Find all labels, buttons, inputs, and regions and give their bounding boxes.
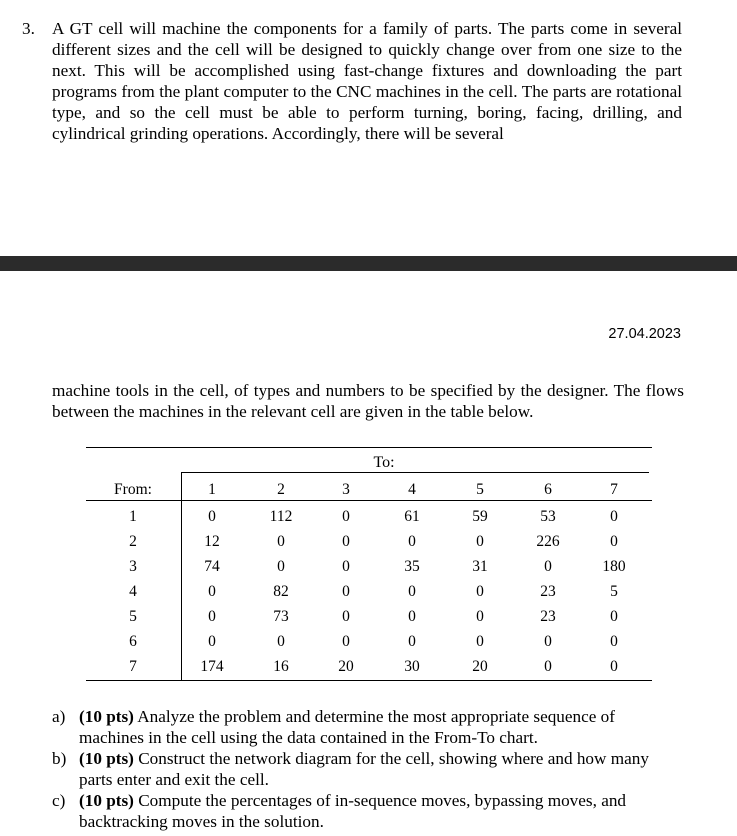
table-cell: 0	[408, 633, 416, 650]
table-cell: 174	[200, 658, 224, 675]
table-cell: 20	[338, 658, 354, 675]
page-date: 27.04.2023	[608, 326, 681, 342]
row-label-5: 5	[129, 608, 137, 625]
from-label: From:	[114, 481, 152, 498]
table-cell: 5	[610, 583, 618, 600]
table-cell: 0	[610, 633, 618, 650]
table-cell: 20	[472, 658, 488, 675]
question-points: (10 pts)	[79, 707, 134, 726]
header-bottom-rule	[86, 500, 652, 501]
row-label-7: 7	[129, 658, 137, 675]
table-cell: 0	[208, 583, 216, 600]
question-label: b)	[52, 749, 67, 768]
question-text: Analyze the problem and determine the most appropriate sequence of machines in the cell using the data contained in the From-To chart.	[79, 707, 615, 747]
row-label-6: 6	[129, 633, 137, 650]
table-cell: 0	[342, 533, 350, 550]
table-cell: 0	[544, 633, 552, 650]
question-points: (10 pts)	[79, 791, 134, 810]
table-cell: 82	[273, 583, 289, 600]
table-cell: 0	[277, 633, 285, 650]
question-text: Compute the percentages of in-sequence moves, bypassing moves, and backtracking moves in the solution.	[79, 791, 627, 831]
table-cell: 73	[273, 608, 289, 625]
table-cell: 16	[273, 658, 289, 675]
table-cell: 59	[472, 508, 488, 525]
table-cell: 61	[404, 508, 420, 525]
column-header-7: 7	[610, 481, 618, 498]
table-cell: 0	[408, 608, 416, 625]
column-header-3: 3	[342, 481, 350, 498]
problem-number: 3.	[22, 19, 35, 38]
table-cell: 0	[208, 508, 216, 525]
table-cell: 31	[472, 558, 488, 575]
page-break-band	[0, 256, 737, 271]
question-list	[52, 706, 684, 832]
table-cell: 35	[404, 558, 420, 575]
table-cell: 0	[408, 533, 416, 550]
column-header-5: 5	[476, 481, 484, 498]
question-points: (10 pts)	[79, 749, 134, 768]
problem-statement	[22, 18, 682, 144]
table-top-rule	[86, 447, 652, 448]
table-cell: 12	[204, 533, 220, 550]
table-cell: 0	[476, 608, 484, 625]
table-cell: 0	[342, 583, 350, 600]
column-header-1: 1	[208, 481, 216, 498]
table-cell: 0	[277, 558, 285, 575]
table-cell: 112	[269, 508, 293, 525]
row-label-1: 1	[129, 508, 137, 525]
to-label: To:	[373, 454, 395, 471]
question-item	[52, 706, 684, 748]
table-cell: 0	[610, 608, 618, 625]
table-bottom-rule	[86, 680, 652, 681]
table-cell: 30	[404, 658, 420, 675]
table-cell: 0	[342, 508, 350, 525]
table-cell: 23	[540, 608, 556, 625]
problem-text: A GT cell will machine the components for a family of parts. The parts come in several different sizes and the cell will be designed to quickly change over from one size to the next. This will be accomplished using fast-change fixtures and downloading the part programs from the plant computer to the CNC machines in the cell. The parts are rotational type, and so the cell must be able to perform turning, boring, facing, drilling, and cylindrical grinding operations. Accordingly, there will be several	[52, 19, 682, 143]
question-label: c)	[52, 791, 66, 810]
table-cell: 0	[208, 633, 216, 650]
question-text: Construct the network diagram for the cell, showing where and how many parts enter and exit the cell.	[79, 749, 649, 789]
table-cell: 23	[540, 583, 556, 600]
table-cell: 0	[610, 508, 618, 525]
table-cell: 0	[476, 633, 484, 650]
table-cell: 53	[540, 508, 556, 525]
row-label-4: 4	[129, 583, 137, 600]
to-header-rule	[181, 472, 649, 473]
table-cell: 74	[204, 558, 220, 575]
table-cell: 0	[408, 583, 416, 600]
continuation-text: machine tools in the cell, of types and numbers to be specified by the designer. The flows between the machines in the relevant cell are given in the table below.	[52, 381, 684, 421]
table-cell: 0	[476, 533, 484, 550]
row-label-3: 3	[129, 558, 137, 575]
table-cell: 0	[610, 658, 618, 675]
table-cell: 226	[536, 533, 560, 550]
column-header-4: 4	[408, 481, 416, 498]
question-label: a)	[52, 707, 66, 726]
table-cell: 0	[610, 533, 618, 550]
table-cell: 0	[476, 583, 484, 600]
table-cell: 0	[208, 608, 216, 625]
column-header-2: 2	[277, 481, 285, 498]
question-item	[52, 748, 684, 790]
question-item	[52, 790, 684, 832]
table-cell: 0	[544, 558, 552, 575]
table-cell: 0	[544, 658, 552, 675]
row-label-2: 2	[129, 533, 137, 550]
table-cell: 180	[602, 558, 626, 575]
table-cell: 0	[342, 633, 350, 650]
column-header-6: 6	[544, 481, 552, 498]
table-cell: 0	[342, 558, 350, 575]
table-cell: 0	[277, 533, 285, 550]
table-cell: 0	[342, 608, 350, 625]
